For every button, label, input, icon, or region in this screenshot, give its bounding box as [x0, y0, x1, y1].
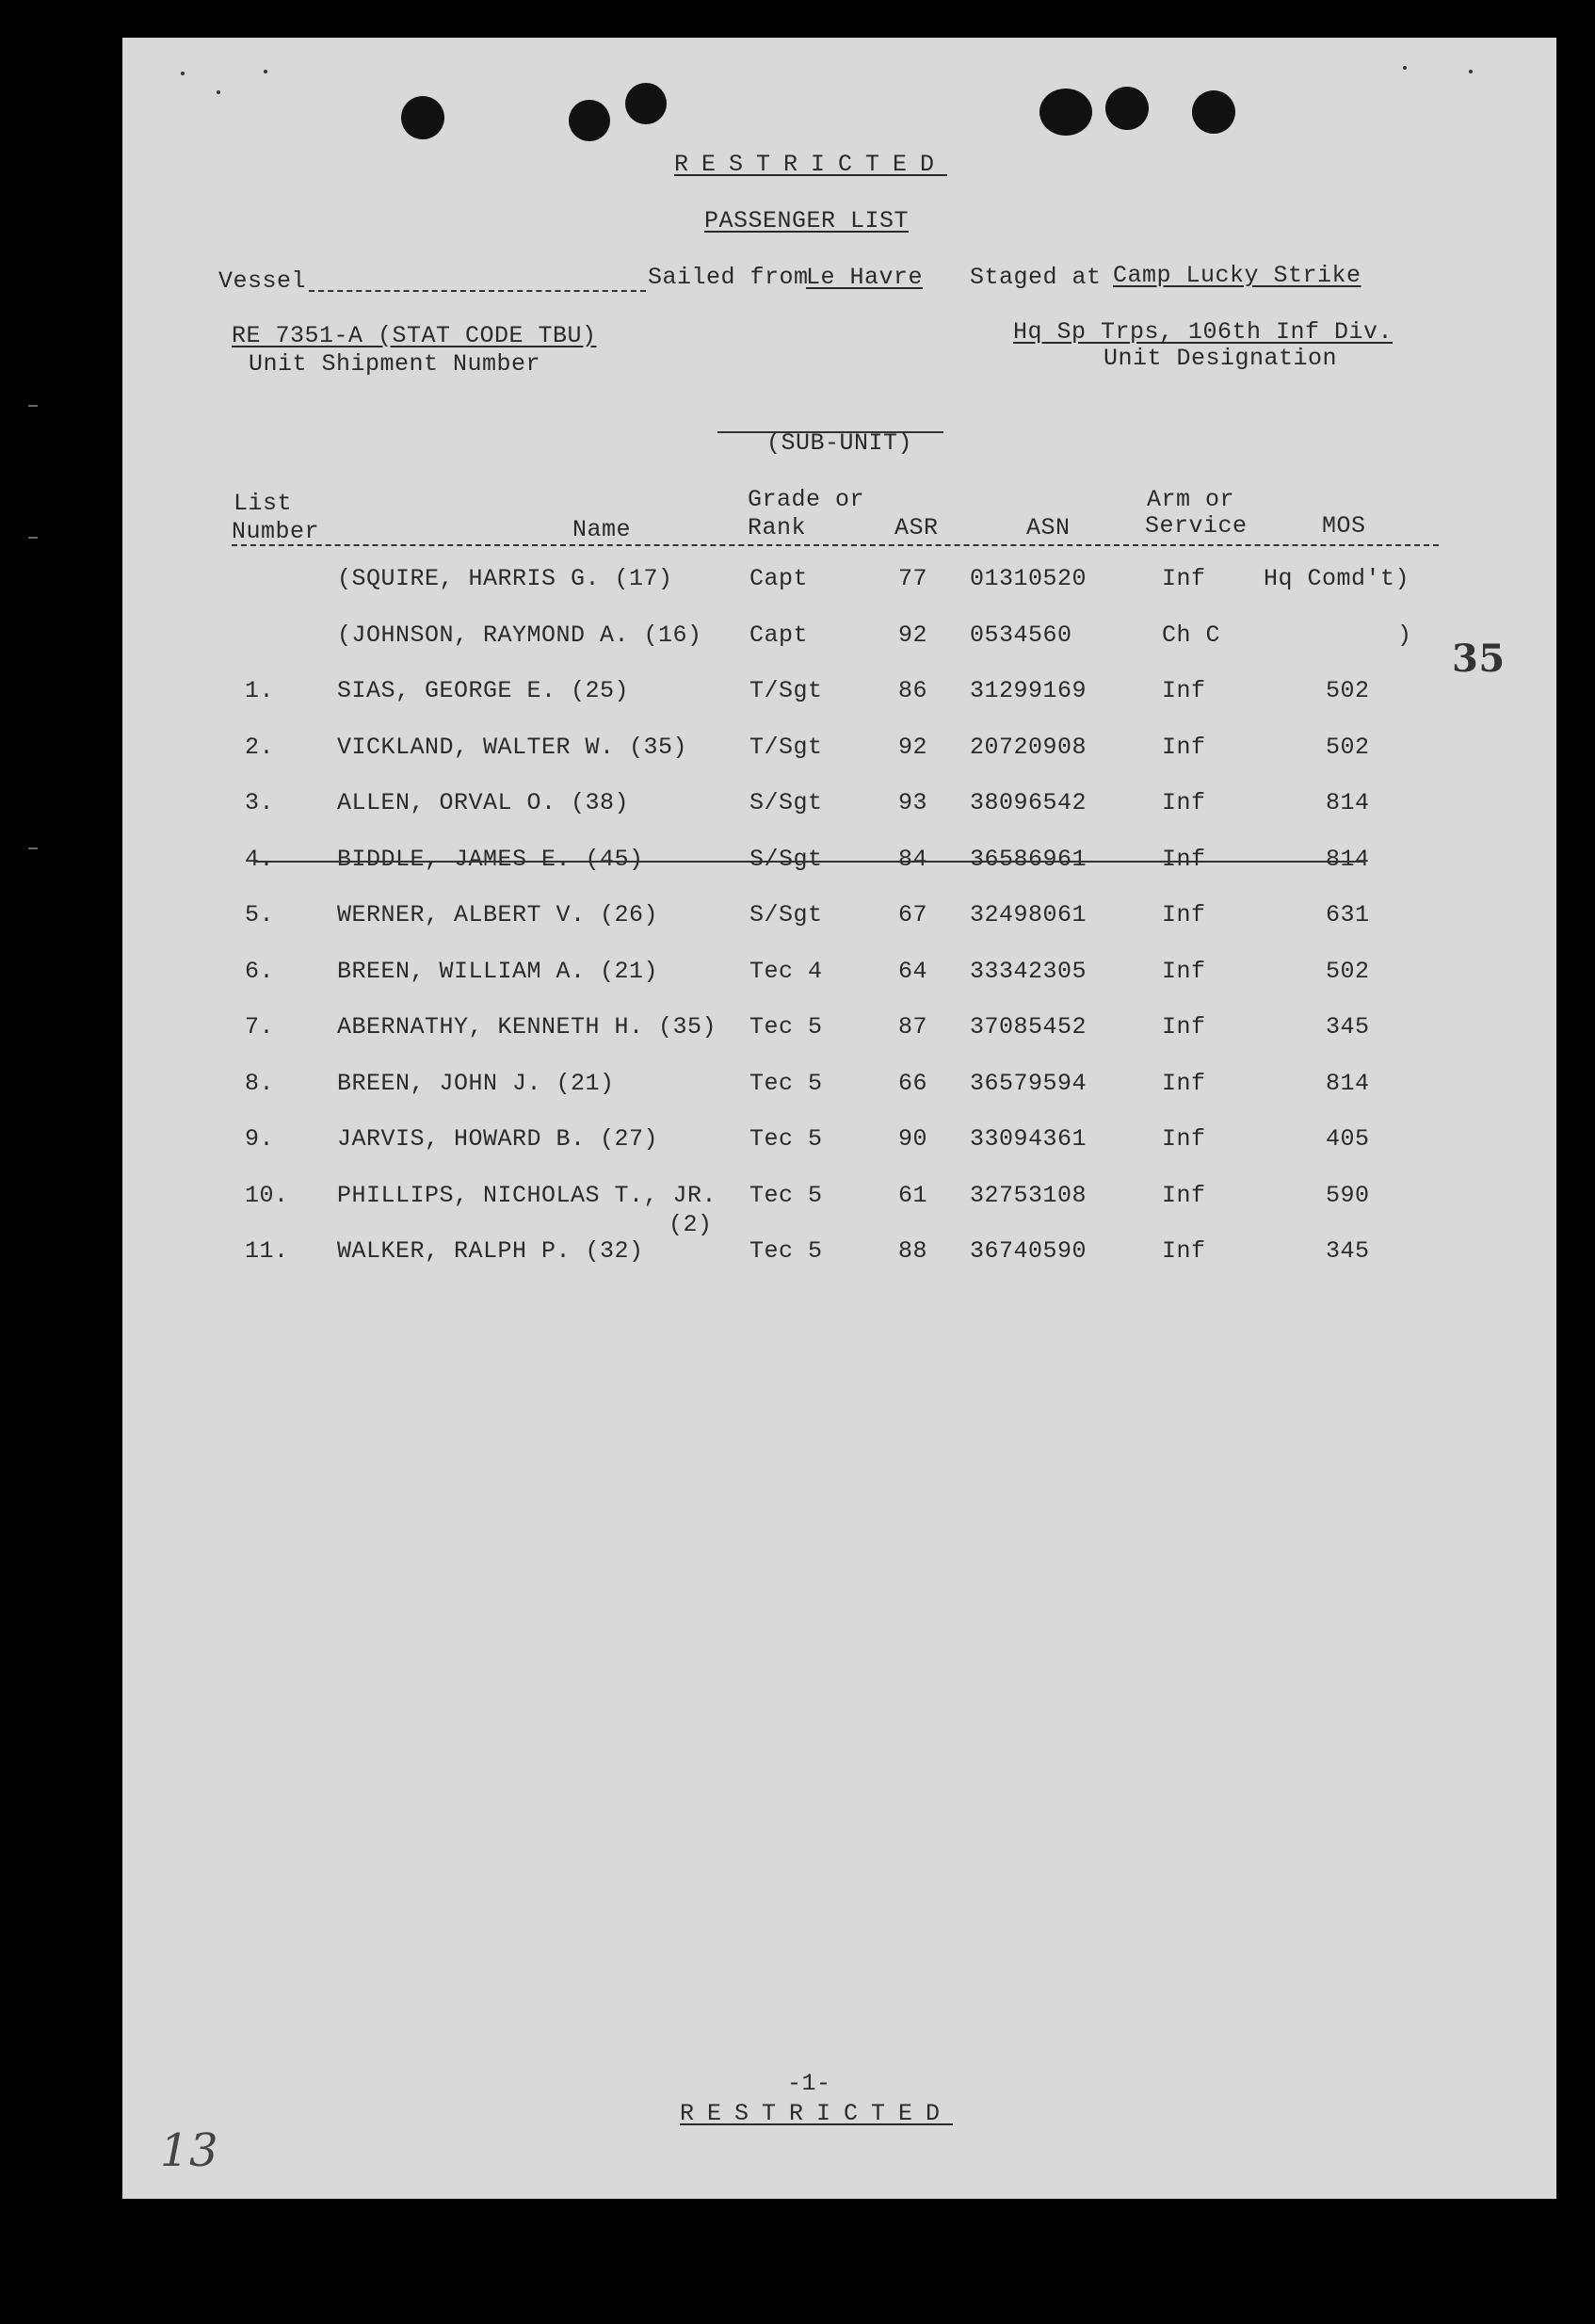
row-asn: 36740590: [970, 1237, 1088, 1265]
speck: [1403, 66, 1407, 70]
table-row: [122, 1125, 1556, 1163]
row-arm: Inf: [1162, 1069, 1206, 1097]
row-asn: 37085452: [970, 1013, 1088, 1041]
row-name: ALLEN, ORVAL O. (38): [337, 789, 630, 816]
row-asr: 61: [898, 1181, 928, 1209]
vessel-blank: [309, 290, 646, 292]
col-asn: ASN: [1026, 514, 1071, 541]
row-mos: ): [1397, 621, 1412, 649]
row-list-number: 3.: [245, 789, 275, 816]
punch-hole: [1039, 89, 1092, 136]
speck: [181, 72, 185, 75]
row-arm: Inf: [1162, 1181, 1206, 1209]
strikethrough-line: [254, 861, 1365, 863]
row-name: BREEN, JOHN J. (21): [337, 1069, 615, 1097]
row-name: WALKER, RALPH P. (32): [337, 1237, 644, 1265]
speck: [264, 70, 267, 73]
row-asn: 0534560: [970, 621, 1072, 649]
row-mos: 814: [1326, 845, 1370, 873]
row-asr: 86: [898, 677, 928, 704]
col-list-number-line2: Number: [232, 518, 320, 545]
row-mos: Hq Comd't): [1264, 565, 1410, 592]
vessel-label: Vessel: [218, 267, 307, 295]
punch-hole: [1192, 90, 1235, 134]
row-asr: 87: [898, 1013, 928, 1041]
shipment-caption: Unit Shipment Number: [249, 350, 541, 378]
row-grade: Capt: [749, 621, 809, 649]
row-grade: S/Sgt: [749, 901, 823, 928]
row-mos: 405: [1326, 1125, 1370, 1153]
row-asn: 33342305: [970, 957, 1088, 985]
classification-top: RESTRICTED: [674, 151, 948, 178]
margin-mark: [28, 847, 38, 849]
row-mos: 814: [1326, 1069, 1370, 1097]
row-list-number: 2.: [245, 733, 275, 761]
col-arm-line2: Service: [1145, 512, 1248, 540]
classification-bottom: RESTRICTED: [680, 2100, 954, 2127]
speck: [217, 90, 220, 94]
row-arm: Inf: [1162, 733, 1206, 761]
row-grade: Tec 5: [749, 1125, 823, 1153]
row-asr: 64: [898, 957, 928, 985]
col-list-number-line1: List: [234, 490, 293, 517]
table-row: [122, 958, 1556, 995]
document-title: PASSENGER LIST: [704, 207, 910, 234]
row-asn: 38096542: [970, 789, 1088, 816]
row-grade: Tec 5: [749, 1237, 823, 1265]
row-arm: Ch C: [1162, 621, 1221, 649]
row-name: PHILLIPS, NICHOLAS T., JR.: [337, 1181, 717, 1209]
row-mos: 590: [1326, 1181, 1370, 1209]
row-mos: 502: [1326, 957, 1370, 985]
row-list-number: 11.: [245, 1237, 289, 1265]
row-asr: 88: [898, 1237, 928, 1265]
table-row: [122, 621, 1556, 659]
row-arm: Inf: [1162, 789, 1206, 816]
row-mos: 631: [1326, 901, 1370, 928]
row-list-number: 9.: [245, 1125, 275, 1153]
punch-hole: [401, 96, 444, 139]
row-name: JARVIS, HOWARD B. (27): [337, 1125, 659, 1153]
row-grade: Tec 5: [749, 1013, 823, 1041]
row-asn: 01310520: [970, 565, 1088, 592]
row-arm: Inf: [1162, 957, 1206, 985]
table-row: [122, 1182, 1556, 1219]
page-number: -1-: [787, 2070, 831, 2097]
table-row: [122, 677, 1556, 715]
col-grade-line1: Grade or: [748, 486, 865, 513]
table-row: [122, 1237, 1556, 1275]
row-name: SIAS, GEORGE E. (25): [337, 677, 630, 704]
row-grade: T/Sgt: [749, 677, 823, 704]
table-row: [122, 1070, 1556, 1107]
unit-designation: Hq Sp Trps, 106th Inf Div.: [1013, 318, 1394, 346]
col-name: Name: [572, 516, 632, 543]
margin-mark: [28, 537, 38, 539]
table-row: [122, 846, 1556, 883]
row-asr: 67: [898, 901, 928, 928]
row-name: BIDDLE, JAMES E. (45): [337, 845, 644, 873]
row-asn: 20720908: [970, 733, 1088, 761]
punch-hole: [569, 100, 610, 141]
row-asr: 90: [898, 1125, 928, 1153]
document-page: [122, 38, 1556, 2199]
handwritten-number: 13: [160, 2124, 219, 2177]
row-asn: 36586961: [970, 845, 1088, 873]
shipment-number: RE 7351-A (STAT CODE TBU): [232, 322, 597, 349]
punch-hole: [625, 83, 667, 124]
table-row: [122, 734, 1556, 771]
row-arm: Inf: [1162, 901, 1206, 928]
phillips-age: (2): [669, 1211, 713, 1238]
row-asn: 32498061: [970, 901, 1088, 928]
row-list-number: 5.: [245, 901, 275, 928]
row-grade: Capt: [749, 565, 809, 592]
header-rule: [232, 544, 1439, 546]
col-asr: ASR: [894, 514, 939, 541]
row-asr: 92: [898, 621, 928, 649]
row-asn: 31299169: [970, 677, 1088, 704]
stamp-number: 35: [1452, 637, 1506, 681]
row-mos: 502: [1326, 677, 1370, 704]
subunit-caption: (SUB-UNIT): [766, 429, 913, 457]
row-name: (SQUIRE, HARRIS G. (17): [337, 565, 673, 592]
row-mos: 814: [1326, 789, 1370, 816]
row-grade: T/Sgt: [749, 733, 823, 761]
row-list-number: 6.: [245, 957, 275, 985]
col-arm-line1: Arm or: [1147, 486, 1235, 513]
col-grade-line2: Rank: [748, 514, 807, 541]
row-mos: 502: [1326, 733, 1370, 761]
row-list-number: 1.: [245, 677, 275, 704]
row-name: (JOHNSON, RAYMOND A. (16): [337, 621, 702, 649]
row-grade: S/Sgt: [749, 845, 823, 873]
row-arm: Inf: [1162, 1237, 1206, 1265]
row-mos: 345: [1326, 1013, 1370, 1041]
table-row: [122, 901, 1556, 939]
table-row: [122, 565, 1556, 603]
row-name: WERNER, ALBERT V. (26): [337, 901, 659, 928]
row-arm: Inf: [1162, 1125, 1206, 1153]
staged-label: Staged at: [970, 264, 1102, 291]
row-list-number: 4.: [245, 845, 275, 873]
row-list-number: 8.: [245, 1069, 275, 1097]
row-name: ABERNATHY, KENNETH H. (35): [337, 1013, 717, 1041]
unit-caption: Unit Designation: [1104, 345, 1338, 372]
row-name: VICKLAND, WALTER W. (35): [337, 733, 688, 761]
row-asr: 66: [898, 1069, 928, 1097]
row-grade: Tec 5: [749, 1069, 823, 1097]
row-list-number: 7.: [245, 1013, 275, 1041]
speck: [1469, 70, 1473, 73]
row-arm: Inf: [1162, 1013, 1206, 1041]
row-arm: Inf: [1162, 845, 1206, 873]
punch-hole: [1105, 87, 1149, 130]
table-row: [122, 789, 1556, 827]
row-asr: 93: [898, 789, 928, 816]
row-list-number: 10.: [245, 1181, 289, 1209]
row-grade: Tec 5: [749, 1181, 823, 1209]
row-arm: Inf: [1162, 677, 1206, 704]
row-asr: 92: [898, 733, 928, 761]
row-grade: S/Sgt: [749, 789, 823, 816]
row-asn: 33094361: [970, 1125, 1088, 1153]
staged-value: Camp Lucky Strike: [1113, 262, 1361, 289]
col-mos: MOS: [1322, 512, 1366, 540]
row-arm: Inf: [1162, 565, 1206, 592]
margin-mark: [28, 405, 38, 407]
sailed-value: Le Havre: [806, 264, 924, 291]
table-row: [122, 1013, 1556, 1051]
row-asn: 32753108: [970, 1181, 1088, 1209]
sailed-label: Sailed from: [648, 264, 809, 291]
row-name: BREEN, WILLIAM A. (21): [337, 957, 659, 985]
row-asr: 77: [898, 565, 928, 592]
row-asn: 36579594: [970, 1069, 1088, 1097]
row-grade: Tec 4: [749, 957, 823, 985]
row-asr: 84: [898, 845, 928, 873]
row-mos: 345: [1326, 1237, 1370, 1265]
